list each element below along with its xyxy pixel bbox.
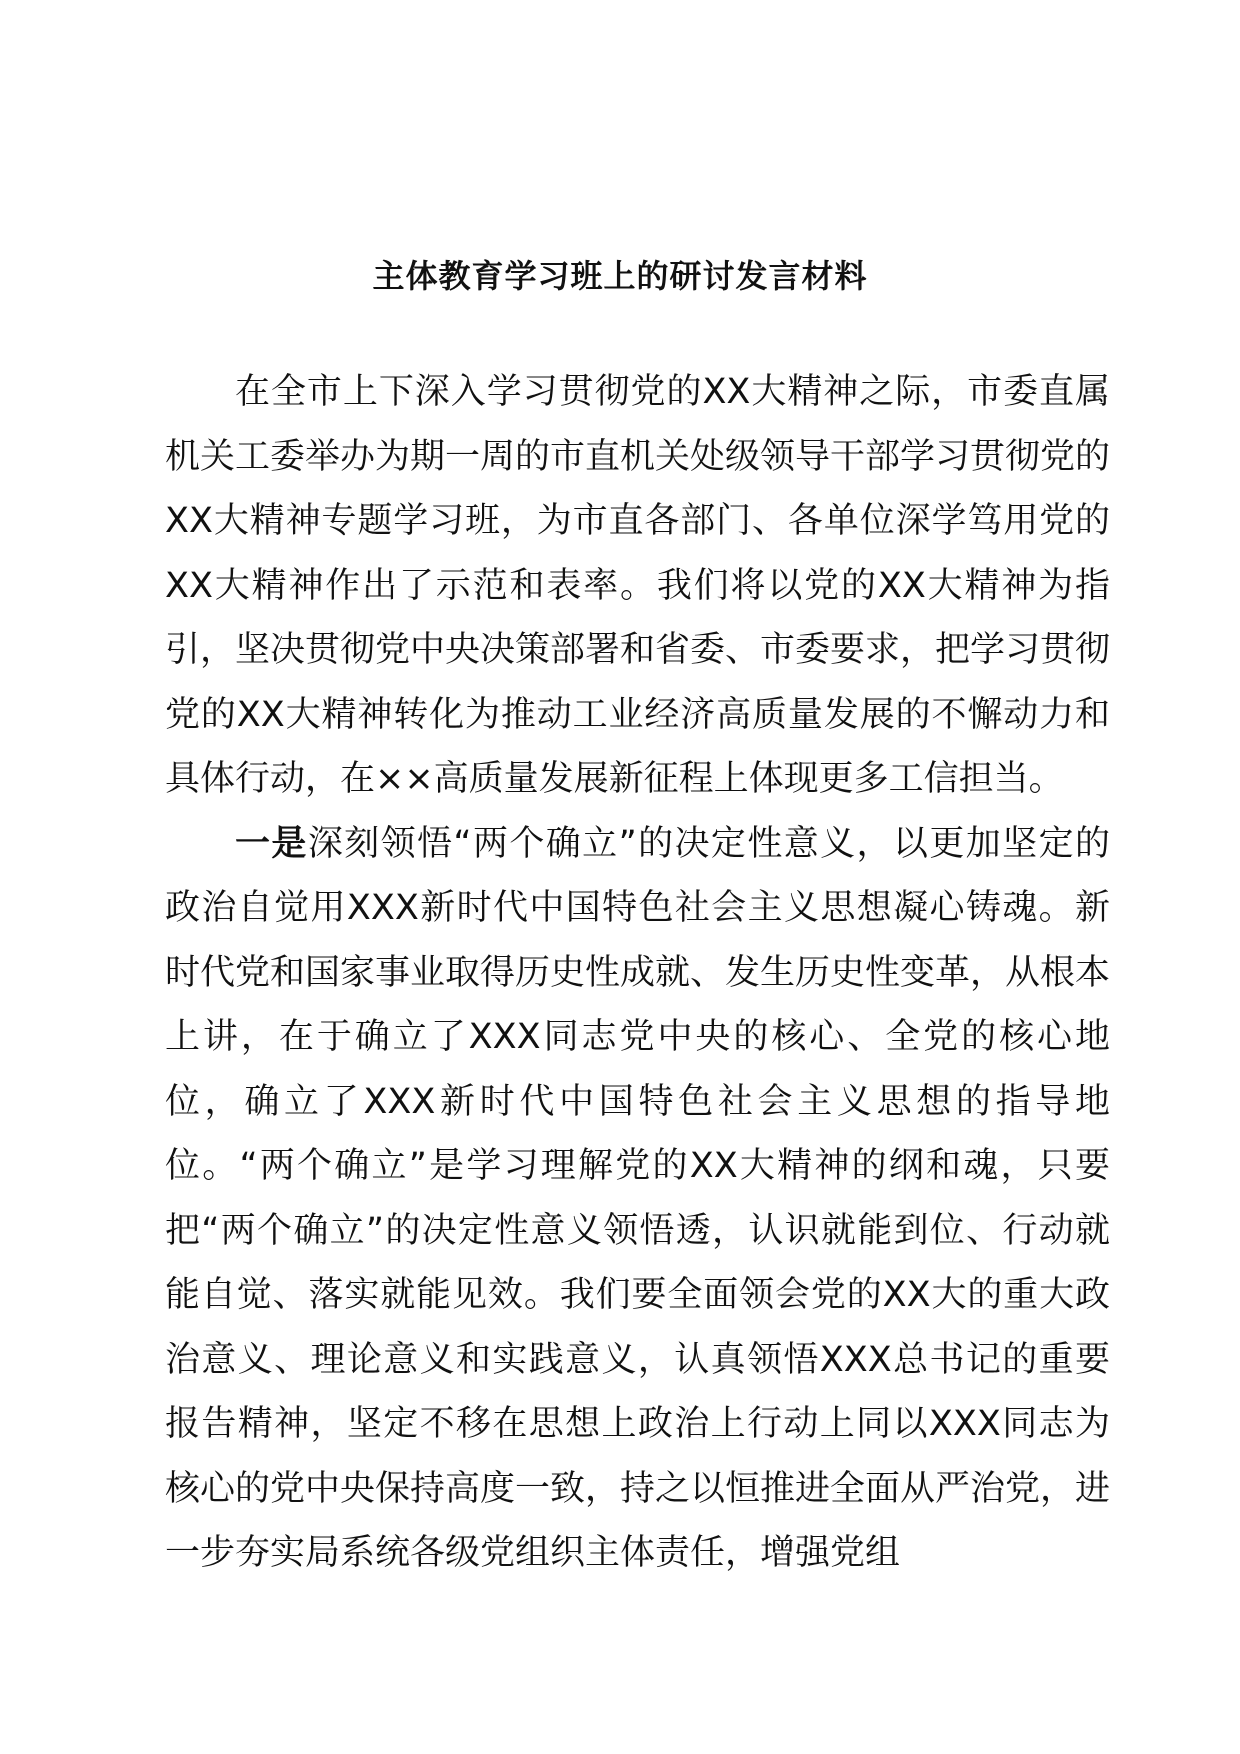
document-title: 主体教育学习班上的研讨发言材料 xyxy=(372,257,868,295)
paragraph-intro-text: 在全市上下深入学习贯彻党的XX大精神之际，市委直属机关工委举办为期一周的市直机关处级领导干部学习贯彻党的XX大精神专题学习班，为市直各部门、各单位深学笃用党的XX大精神作出了示范和表率。我们将以党的XX大精神为指引，坚决贯彻党中央决策部署和省委、市委要求，把学习贯彻党的XX大精神转化为推动工业经济高质量发展的不懈动力和具体行动，在××高质量发展新征程上体现更多工信担当。 xyxy=(165,372,1111,799)
paragraph-point-one-text: 深刻领悟“两个确立”的决定性意义，以更加坚定的政治自觉用XXX新时代中国特色社会主义思想凝心铸魂。新时代党和国家事业取得历史性成就、发生历史性变革，从根本上讲，在于确立了XXX同志党中央的核心、全党的核心地位，确立了XXX新时代中国特色社会主义思想的指导地位。“两个确立”是学习理解党的XX大精神的纲和魂，只要把“两个确立”的决定性意义领悟透，认识就能到位、行动就能自觉、落实就能见效。我们要全面领会党的XX大的重大政治意义、理论意义和实践意义，认真领悟XXX总书记的重要报告精神，坚定不移在思想上政治上行动上同以XXX同志为核心的党中央保持高度一致，持之以恒推进全面从严治党，进一步夯实局系统各级党组织主体责任，增强党组 xyxy=(165,823,1111,1573)
paragraph-point-one xyxy=(165,812,1110,1586)
paragraph-intro xyxy=(165,360,1110,812)
paragraph-point-one-lead: 一是 xyxy=(235,823,308,864)
document-body xyxy=(165,360,1110,1586)
